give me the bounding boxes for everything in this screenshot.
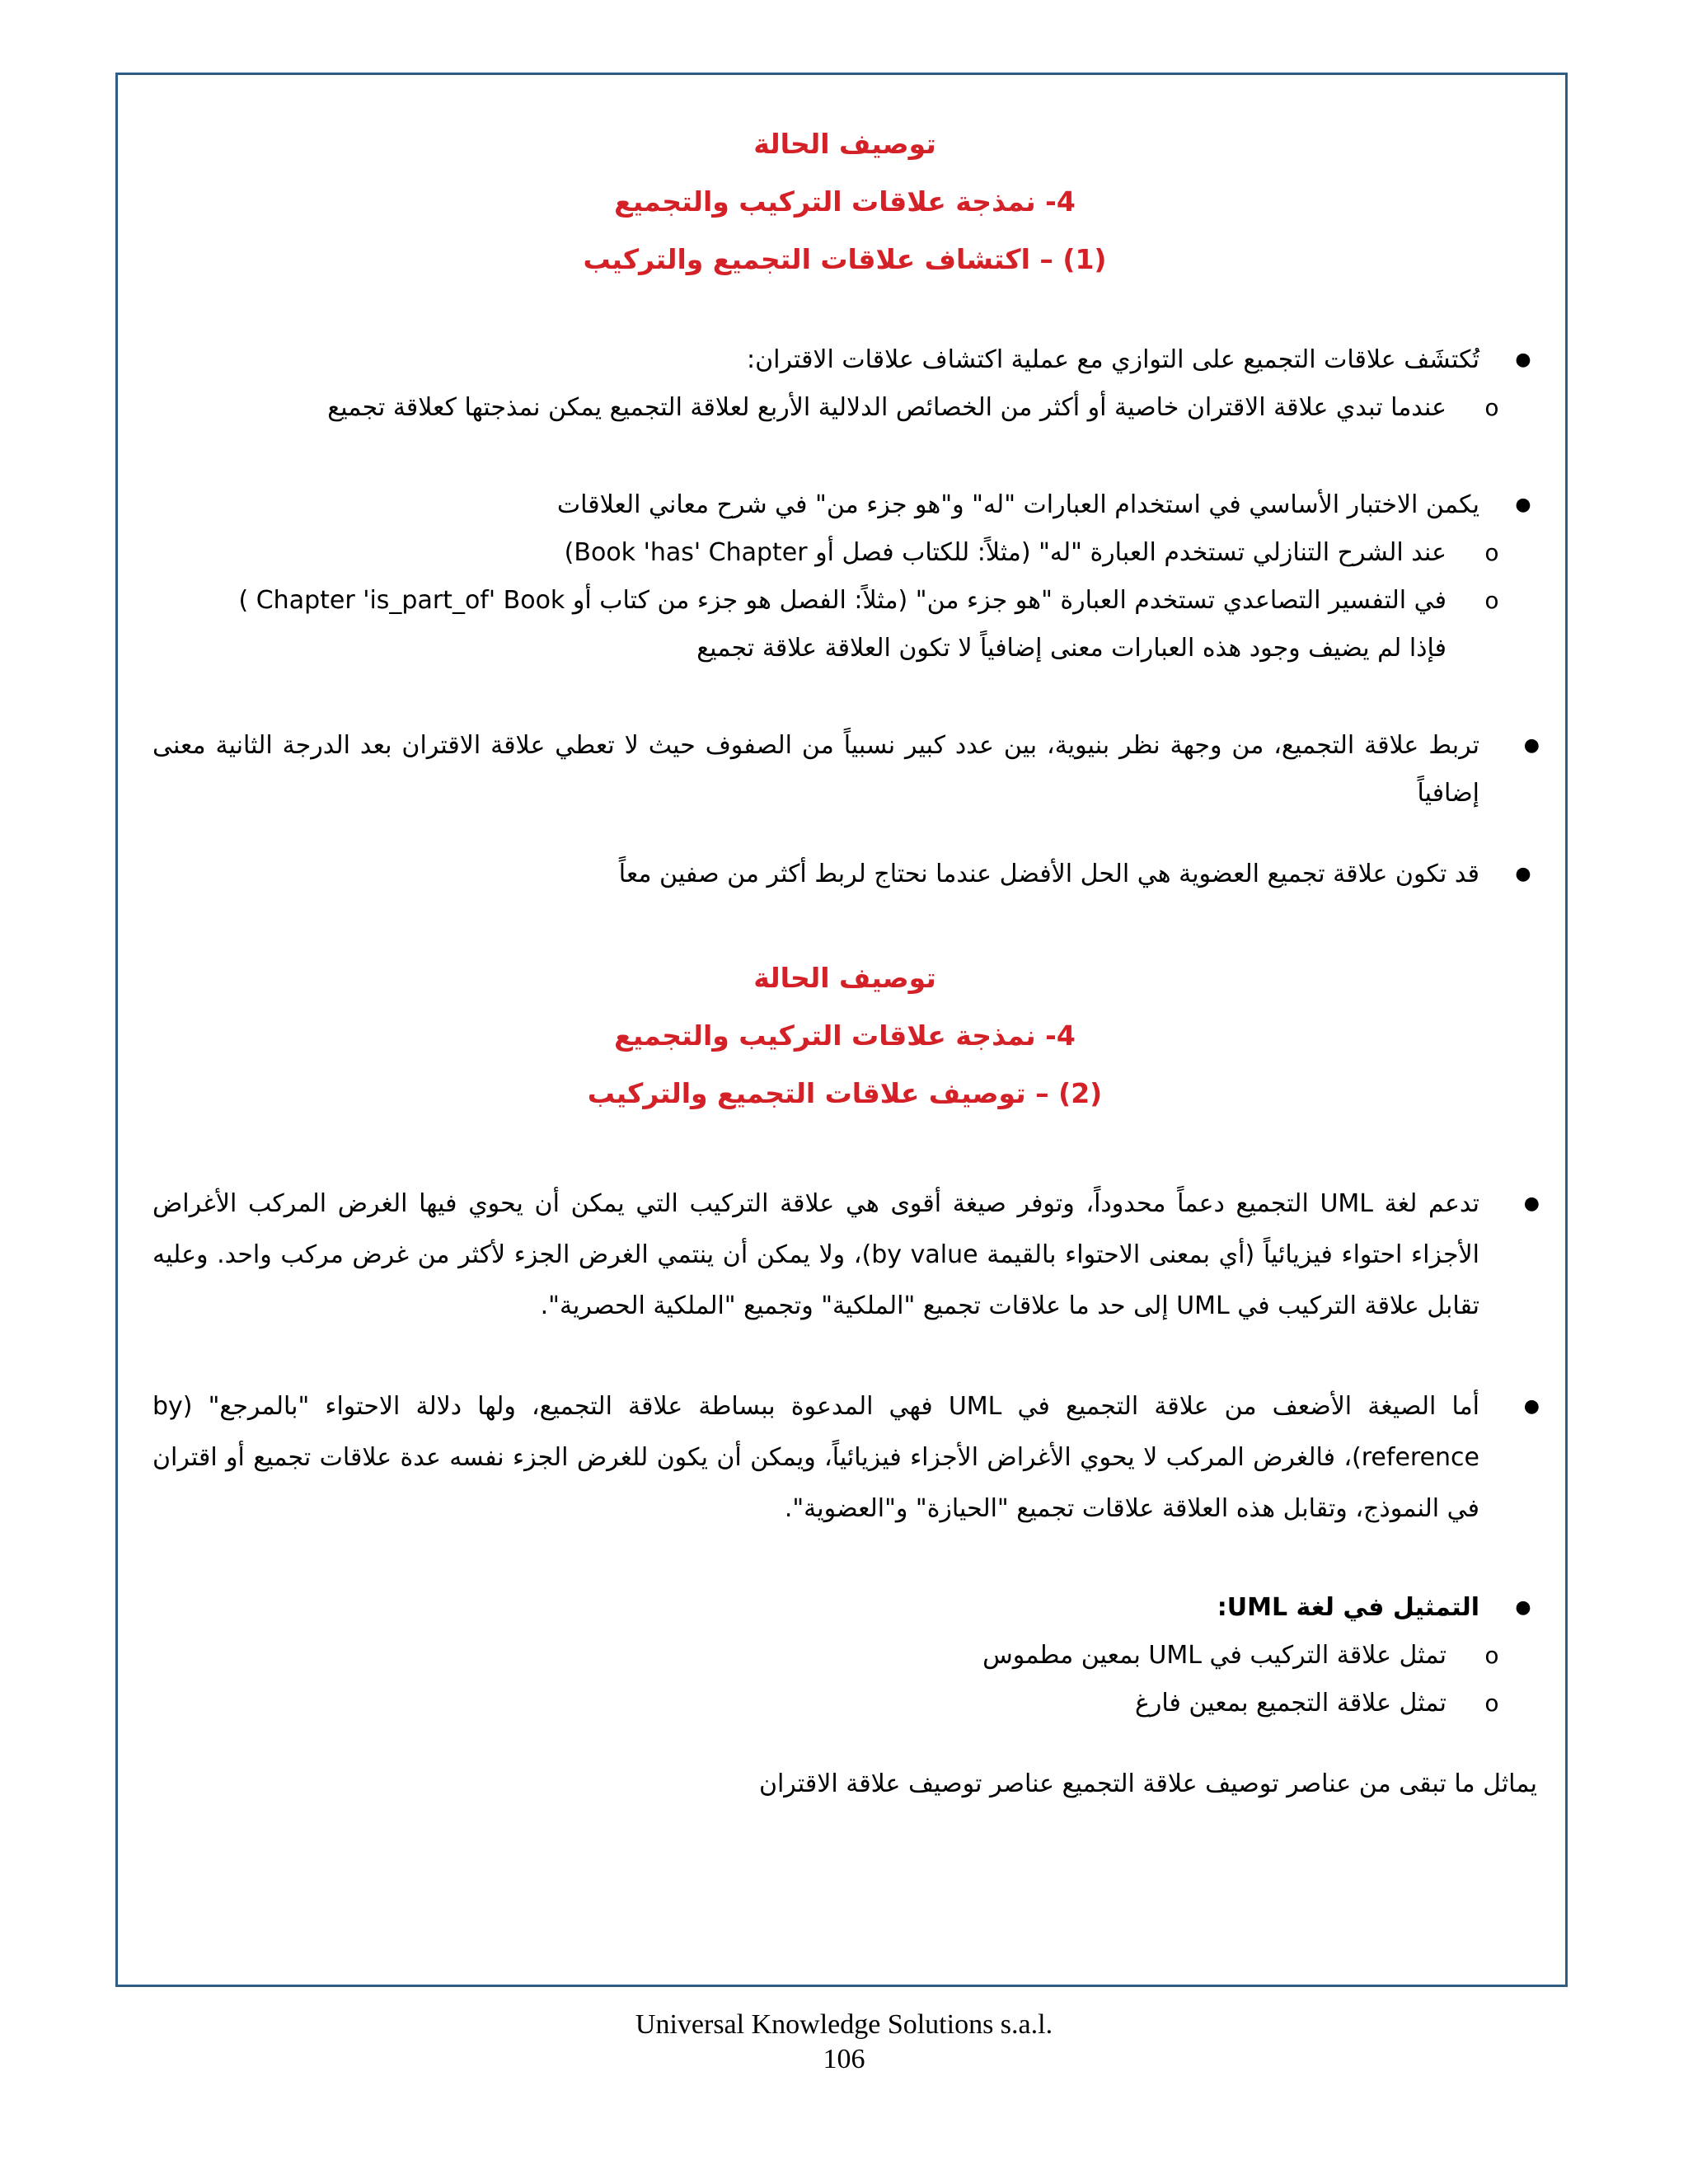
page-footer bbox=[0, 2008, 1688, 2077]
s1-bullet-2-sub-2: في التفسير التصاعدي تستخدم العبارة "هو جزء من" (مثلاً: الفصل هو جزء من كتاب أو Chapter 'is_part_of' Book ) bbox=[238, 586, 1447, 615]
s1-bullet-4 bbox=[152, 851, 1537, 898]
footer-company: Universal Knowledge Solutions s.a.l. bbox=[635, 2009, 1053, 2040]
s1-bullet-3-text: تربط علاقة التجميع، من وجهة نظر بنيوية، بين عدد كبير نسبياً من الصفوف حيث لا تعطي علاقة الاقتران بعد الدرجة الثانية معنى إضافياً bbox=[152, 731, 1479, 808]
circle-bullet-icon: o bbox=[1484, 539, 1499, 566]
s1-bullet-2-text: يكمن الاختبار الأساسي في استخدام العبارات "له" و"هو جزء من" في شرح معاني العلاقات bbox=[556, 490, 1479, 519]
s1-bullet-1-text: تُكتشَف علاقات التجميع على التوازي مع عملية اكتشاف علاقات الاقتران: bbox=[747, 345, 1479, 374]
circle-bullet-icon: o bbox=[1484, 1690, 1499, 1717]
s1-bullet-1-sub-1: عندما تبدي علاقة الاقتران خاصية أو أكثر من الخصائص الدلالية الأربع لعلاقة التجميع يمكن نمذجتها كعلاقة تجميع bbox=[327, 393, 1447, 422]
section1-subtitle: 4- نمذجة علاقات التركيب والتجميع bbox=[614, 185, 1076, 218]
s1-bullet-3 bbox=[152, 722, 1540, 818]
section2-part: (2) – توصيف علاقات التجميع والتركيب bbox=[587, 1077, 1103, 1109]
bullet-dot-icon: ● bbox=[1515, 864, 1531, 884]
s2-bullet-1-text: تدعم لغة UML التجميع دعماً محدوداً، وتوفر صيغة أقوى هي علاقة التركيب التي يمكن أن يحوي فيها الغرض المركب الأغراض الأجزاء احتواء فيزيائياً (أي بمعنى الاحتواء بالقيمة by value)، ولا يمكن أن ينتمي الغرض الجزء لأكثر من غرض مركب واحد. وعليه تقابل علاقة التركيب في UML إلى حد ما علاقات تجميع "الملكية" وتجميع "الملكية الحصرية". bbox=[152, 1189, 1480, 1320]
s1-bullet-2 bbox=[152, 481, 1537, 673]
circle-bullet-icon: o bbox=[1484, 1642, 1499, 1669]
bullet-dot-icon: ● bbox=[1515, 1597, 1531, 1618]
s1-bullet-4-text: قد تكون علاقة تجميع العضوية هي الحل الأفضل عندما نحتاج لربط أكثر من صفين معاً bbox=[618, 860, 1479, 888]
bullet-dot-icon: ● bbox=[1523, 735, 1540, 756]
s2-bullet-2-text: أما الصيغة الأضعف من علاقة التجميع في UML فهي المدعوة ببساطة علاقة التجميع، ولها دلالة الاحتواء "بالمرجع" (by reference)، فالغرض المركب لا يحوي الأغراض الأجزاء فيزيائياً، ويمكن أن يكون للغرض الجزء نفسه عدة علاقات تجميع أو اقتران في النموذج، وتقابل هذه العلاقة علاقات تجميع "الحيازة" و"العضوية". bbox=[152, 1392, 1480, 1523]
s2-bullet-3 bbox=[152, 1584, 1537, 1727]
s2-bullet-3-sub-1: تمثل علاقة التركيب في UML بمعين مطموس bbox=[982, 1641, 1447, 1670]
bullet-dot-icon: ● bbox=[1523, 1396, 1540, 1417]
s2-bullet-3-label: التمثيل في لغة UML: bbox=[1217, 1593, 1479, 1622]
s2-bullet-2 bbox=[152, 1381, 1540, 1535]
circle-bullet-icon: o bbox=[1484, 587, 1499, 614]
bullet-dot-icon: ● bbox=[1523, 1193, 1540, 1214]
bullet-dot-icon: ● bbox=[1515, 494, 1531, 515]
closing-paragraph: يماثل ما تبقى من عناصر توصيف علاقة التجميع عناصر توصيف علاقة الاقتران bbox=[758, 1769, 1537, 1798]
s1-bullet-2-sub-1: عند الشرح التنازلي تستخدم العبارة "له" (مثلاً: للكتاب فصل أو Book 'has' Chapter) bbox=[564, 538, 1447, 567]
page-content bbox=[152, 115, 1540, 1808]
s2-bullet-1 bbox=[152, 1179, 1540, 1332]
section2-subtitle: 4- نمذجة علاقات التركيب والتجميع bbox=[614, 1019, 1076, 1052]
section1-part: (1) – اكتشاف علاقات التجميع والتركيب bbox=[583, 243, 1107, 275]
s2-bullet-3-sub-2: تمثل علاقة التجميع بمعين فارغ bbox=[1134, 1689, 1447, 1718]
bullet-dot-icon: ● bbox=[1515, 349, 1531, 370]
section2-title: توصيف الحالة bbox=[753, 962, 936, 994]
s1-bullet-2-continuation: فإذا لم يضيف وجود هذه العبارات معنى إضافياً لا تكون العلاقة علاقة تجميع bbox=[696, 634, 1447, 663]
footer-page-number: 106 bbox=[823, 2044, 865, 2074]
s1-bullet-1 bbox=[152, 336, 1537, 432]
circle-bullet-icon: o bbox=[1484, 394, 1499, 421]
section1-title: توصيف الحالة bbox=[753, 128, 936, 160]
